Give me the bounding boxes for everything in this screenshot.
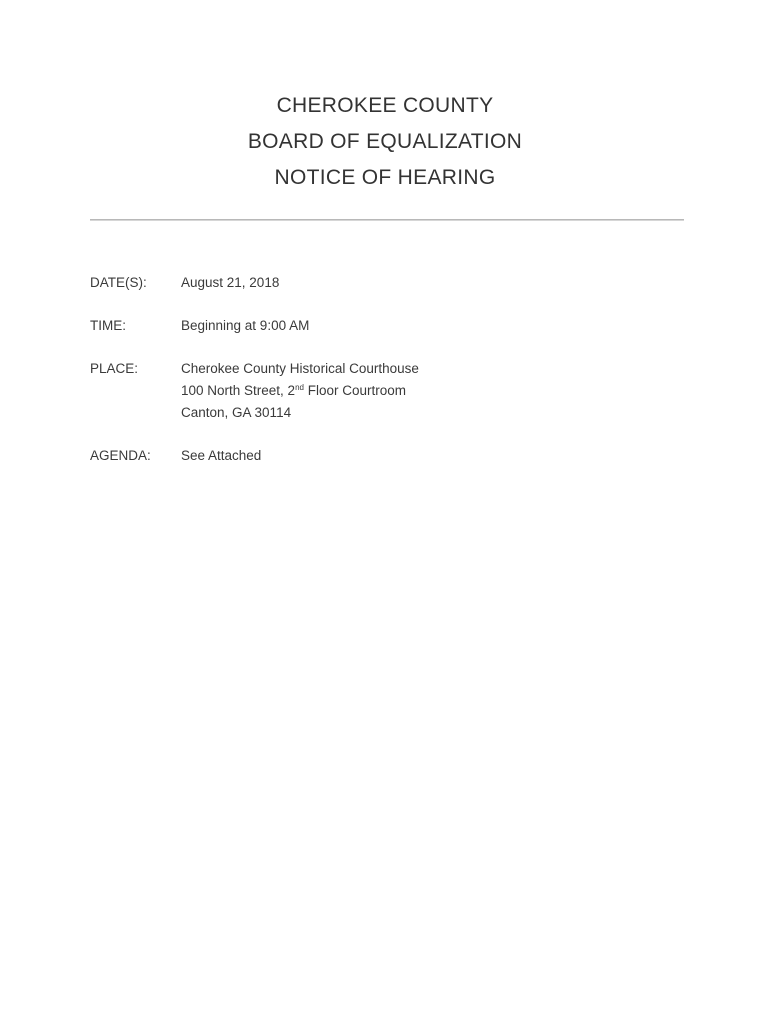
place-street — [181, 380, 650, 402]
place-city: Canton, GA 30114 — [181, 405, 292, 420]
time-label: TIME: — [90, 318, 126, 333]
title-notice: NOTICE OF HEARING — [274, 166, 496, 189]
field-place — [90, 358, 650, 424]
place-venue: Cherokee County Historical Courthouse — [181, 361, 419, 376]
hearing-details — [90, 272, 650, 467]
dates-value: August 21, 2018 — [181, 275, 280, 290]
place-street-number: 100 North Street, 2 — [181, 383, 296, 398]
field-dates — [90, 272, 650, 294]
place-floor-ordinal: nd — [295, 383, 304, 392]
document-title — [0, 88, 770, 196]
title-county: CHEROKEE COUNTY — [276, 94, 494, 117]
time-value: Beginning at 9:00 AM — [181, 318, 310, 333]
title-board: BOARD OF EQUALIZATION — [247, 130, 523, 153]
field-agenda — [90, 445, 650, 467]
agenda-value: See Attached — [181, 448, 262, 463]
place-label: PLACE: — [90, 361, 139, 376]
place-room: Floor Courtroom — [303, 383, 407, 398]
horizontal-divider — [90, 219, 684, 220]
field-time — [90, 315, 650, 337]
dates-label: DATE(S): — [90, 275, 147, 290]
agenda-label: AGENDA: — [90, 448, 151, 463]
